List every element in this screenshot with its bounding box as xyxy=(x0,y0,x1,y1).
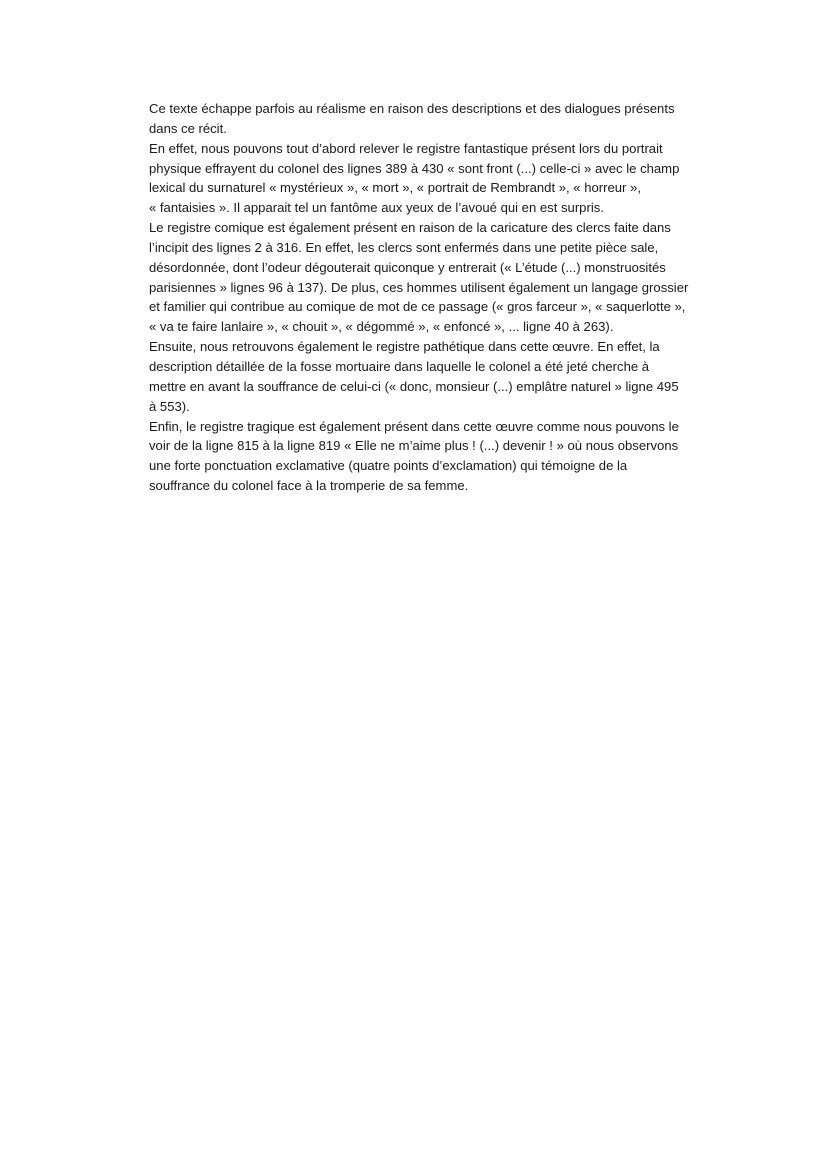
paragraph-intro xyxy=(149,99,731,139)
text-line: Ce texte échappe parfois au réalisme en raison des descriptions et des dialogues présents xyxy=(149,101,675,116)
paragraph-comique xyxy=(149,218,731,337)
text-line: mettre en avant la souffrance de celui-ci (« donc, monsieur (...) emplâtre naturel » ligne 495 xyxy=(149,378,679,394)
text-line: l’incipit des lignes 2 à 316. En effet, les clercs sont enfermés dans une petite pièce sale, xyxy=(149,239,659,255)
text-line: à 553). xyxy=(149,398,190,414)
text-line: parisiennes » lignes 96 à 137). De plus, ces hommes utilisent également un langage grossier xyxy=(149,279,689,295)
paragraph-tragique xyxy=(149,417,731,496)
text-line: une forte ponctuation exclamative (quatre points d’exclamation) qui témoigne de la xyxy=(149,458,628,474)
text-line: Enfin, le registre tragique est également présent dans cette œuvre comme nous pouvons le xyxy=(149,418,679,434)
text-line: Le registre comique est également présent en raison de la caricature des clercs faite dans xyxy=(149,220,671,236)
text-line: désordonnée, dont l’odeur dégouterait quiconque y entrerait (« L’étude (...) monstruosités xyxy=(149,259,666,275)
document-body xyxy=(149,99,731,496)
text-line: « va te faire lanlaire », « chouit », « dégommé », « enfoncé », ... ligne 40 à 263). xyxy=(149,319,614,335)
text-line: En effet, nous pouvons tout d’abord relever le registre fantastique présent lors du portrait xyxy=(149,140,663,156)
text-line: voir de la ligne 815 à la ligne 819 « Elle ne m’aime plus ! (...) devenir ! » où nous observons xyxy=(149,438,679,454)
text-line: physique effrayent du colonel des lignes 389 à 430 « sont front (...) celle-ci » avec le champ xyxy=(149,160,680,176)
text-line: Ensuite, nous retrouvons également le registre pathétique dans cette œuvre. En effet, la xyxy=(149,339,660,355)
text-line: description détaillée de la fosse mortuaire dans laquelle le colonel a été jeté cherche à xyxy=(149,358,650,374)
text-line: souffrance du colonel face à la tromperie de sa femme. xyxy=(149,478,469,494)
text-line: lexical du surnaturel « mystérieux », « mort », « portrait de Rembrandt », « horreur », xyxy=(149,180,641,196)
text-line: dans ce récit. xyxy=(149,120,227,136)
text-line: « fantaisies ». Il apparait tel un fantôme aux yeux de l’avoué qui en est surpris. xyxy=(149,200,604,216)
paragraph-fantastique xyxy=(149,139,731,218)
text-line: et familier qui contribue au comique de mot de ce passage (« gros farceur », « saquerlotte », xyxy=(149,299,686,315)
paragraph-pathetique xyxy=(149,337,731,416)
